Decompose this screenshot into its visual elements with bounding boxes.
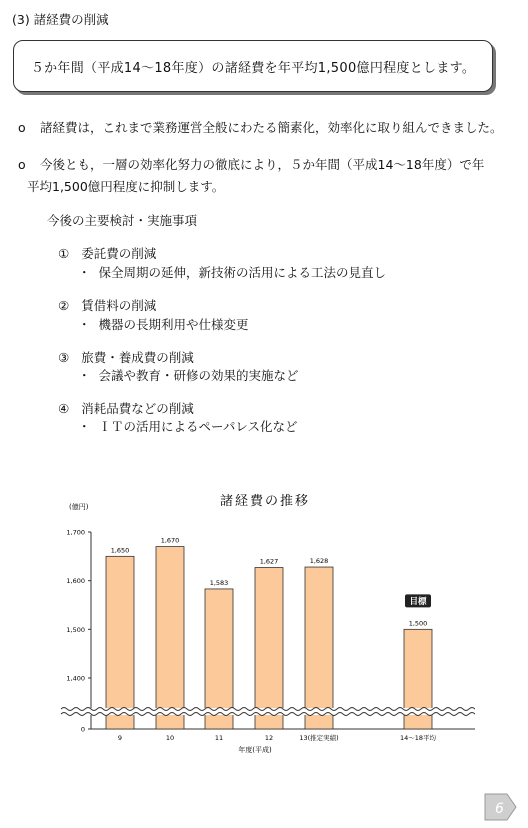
y-tick-label: 1,400 xyxy=(66,674,85,683)
page-number: 6 xyxy=(495,801,504,817)
y-tick-label: 1,700 xyxy=(66,528,85,537)
item-title-text: 賃借料の削減 xyxy=(81,298,157,313)
bullet-item xyxy=(18,118,503,136)
item-detail xyxy=(78,315,249,333)
x-tick-label: 14～18平均 xyxy=(399,734,437,742)
item-title-text: 旅費・養成費の削減 xyxy=(81,350,194,365)
item-dot: ・ xyxy=(78,265,91,280)
chart-bar xyxy=(106,556,134,729)
item-detail-text: ＩＴの活用によるペーパレス化など xyxy=(98,419,298,434)
item-detail xyxy=(78,366,299,384)
item-title xyxy=(58,244,156,262)
axis-break-gap xyxy=(61,708,475,715)
bullet-mark: o xyxy=(18,157,26,172)
page-number-tab xyxy=(483,792,519,822)
summary-callout xyxy=(13,40,493,92)
bullet-text: 諸経費は，これまで業務運営全般にわたる簡素化，効率化に取り組んできました。 xyxy=(40,120,503,135)
item-title xyxy=(58,399,194,417)
item-title xyxy=(58,348,194,366)
item-dot: ・ xyxy=(78,368,91,383)
expense-trend-chart xyxy=(55,485,475,770)
bar-value-label: 1,627 xyxy=(259,557,279,566)
bar-value-label: 1,583 xyxy=(209,578,229,587)
target-badge-label: 目標 xyxy=(409,596,427,607)
x-tick-label: 10 xyxy=(165,734,175,742)
y-tick-label: 0 xyxy=(80,725,85,734)
bullet-mark: o xyxy=(18,120,26,135)
item-number: ① xyxy=(58,246,70,261)
x-tick-label: 12 xyxy=(264,734,274,742)
item-detail xyxy=(78,263,386,281)
x-tick-label: 9 xyxy=(117,734,123,742)
y-axis-label: (億円) xyxy=(69,503,89,511)
item-detail xyxy=(78,417,298,435)
y-tick-label: 1,600 xyxy=(66,577,85,586)
summary-callout-text: ５か年間（平成14～18年度）の諸経費を年平均1,500億円程度とします。 xyxy=(30,61,476,76)
bullet-item xyxy=(18,155,484,173)
item-dot: ・ xyxy=(78,317,91,332)
x-tick-label: 11 xyxy=(214,734,224,742)
bar-value-label: 1,650 xyxy=(110,546,130,555)
item-number: ② xyxy=(58,298,70,313)
item-detail-text: 機器の長期利用や仕様変更 xyxy=(98,317,249,332)
bar-value-label: 1,670 xyxy=(160,536,180,545)
item-title-text: 消耗品費などの削減 xyxy=(81,401,194,416)
bullet-text-continuation: 平均1,500億円程度に抑制します。 xyxy=(27,179,225,194)
item-title xyxy=(58,296,156,314)
bullet-text: 今後とも，一層の効率化努力の徹底により，５か年間（平成14～18年度）で年 xyxy=(40,157,485,172)
item-dot: ・ xyxy=(78,419,91,434)
item-detail-text: 会議や教育・研修の効果的実施など xyxy=(98,368,299,383)
chart-bar xyxy=(305,567,333,729)
item-detail-text: 保全周期の延伸，新技術の活用による工法の見直し xyxy=(98,265,387,280)
y-tick-label: 1,500 xyxy=(66,625,85,634)
x-tick-label: 13(推定実績) xyxy=(299,734,339,742)
item-number: ④ xyxy=(58,401,70,416)
x-axis-label: 年度(平成) xyxy=(238,746,272,754)
item-number: ③ xyxy=(58,350,70,365)
chart-bar xyxy=(255,568,283,729)
items-heading: 今後の主要検討・実施事項 xyxy=(47,213,198,228)
bar-value-label: 1,628 xyxy=(309,557,329,566)
chart-bar xyxy=(156,547,184,729)
chart-title: 諸経費の推移 xyxy=(219,494,311,509)
item-title-text: 委託費の削減 xyxy=(81,246,157,261)
bar-value-label: 1,500 xyxy=(408,619,428,628)
section-heading: (3) 諸経費の削減 xyxy=(12,12,109,27)
